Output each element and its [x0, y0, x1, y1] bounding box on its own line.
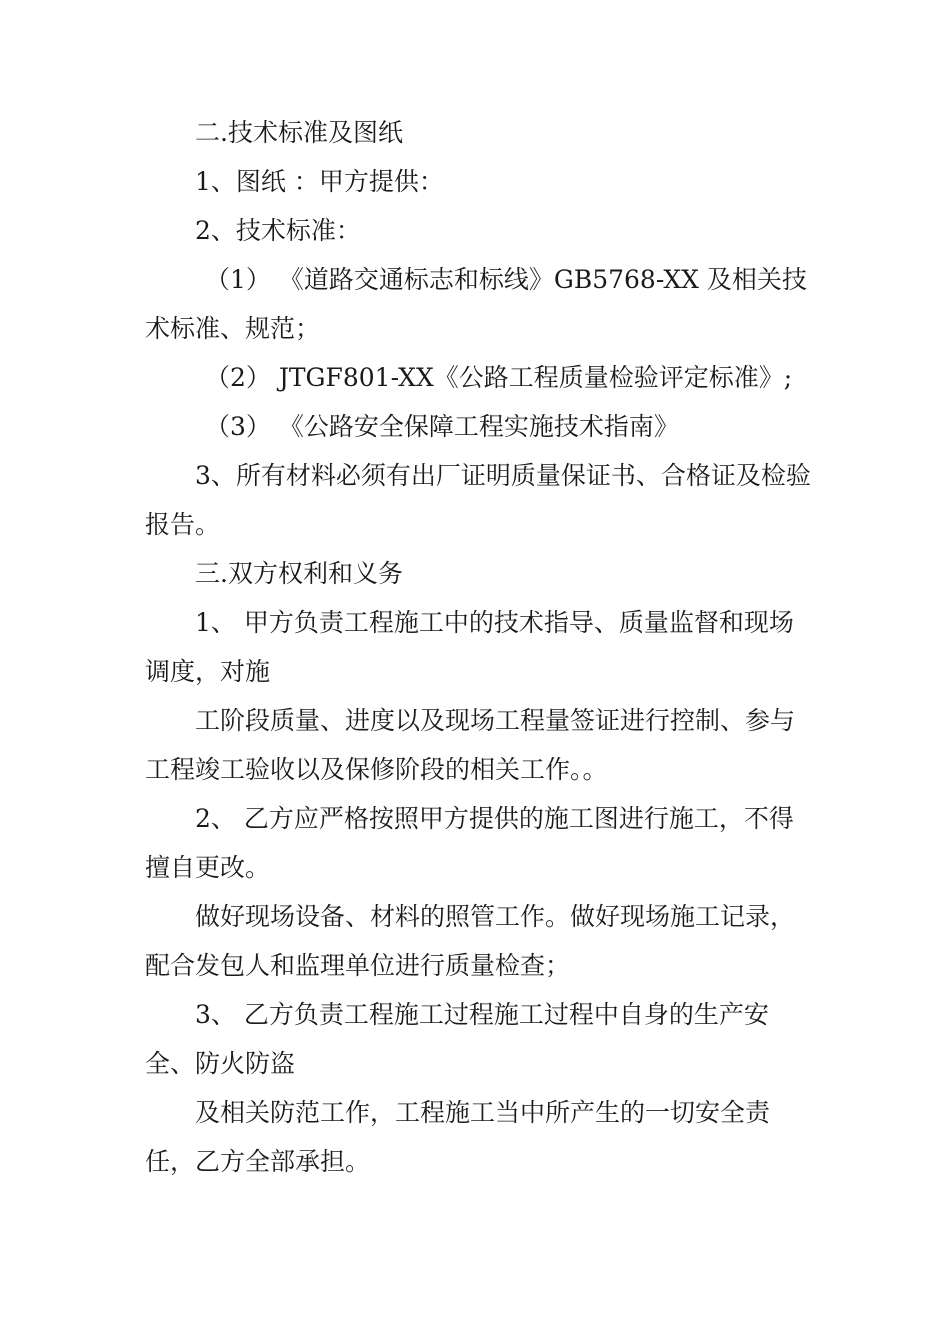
- paragraph: 及相关防范工作，工程施工当中所产生的一切安全责任，乙方全部承担。: [145, 1098, 771, 1176]
- paragraph: 做好现场设备、材料的照管工作。做好现场施工记录，配合发包人和监理单位进行质量检查；: [145, 902, 796, 980]
- section-heading: 三.双方权利和义务: [195, 559, 403, 588]
- paragraph: （3） 《公路安全保障工程实施技术指南》: [205, 412, 679, 441]
- section-heading: 二.技术标准及图纸: [195, 118, 403, 147]
- paragraph: 3、所有材料必须有出厂证明质量保证书、合格证及检验报告。: [145, 461, 811, 539]
- paragraph: 1、图纸 ：甲方提供：: [195, 167, 444, 196]
- paragraph: 2、技术标准：: [195, 216, 361, 245]
- document-body: [145, 108, 815, 1186]
- paragraph: 3、 乙方负责工程施工过程施工过程中自身的生产安全、防火防盗: [145, 1000, 769, 1078]
- paragraph: （1） 《道路交通标志和标线》GB5768-XX 及相关技术标准、规范；: [145, 265, 807, 343]
- paragraph: （2） JTGF801-XX《公路工程质量检验评定标准》;: [205, 363, 793, 392]
- paragraph: 2、 乙方应严格按照甲方提供的施工图进行施工，不得擅自更改。: [145, 804, 794, 882]
- paragraph: 工阶段质量、进度以及现场工程量签证进行控制、参与工程竣工验收以及保修阶段的相关工作。。: [145, 706, 796, 784]
- paragraph: 1、 甲方负责工程施工中的技术指导、质量监督和现场调度，对施: [145, 608, 794, 686]
